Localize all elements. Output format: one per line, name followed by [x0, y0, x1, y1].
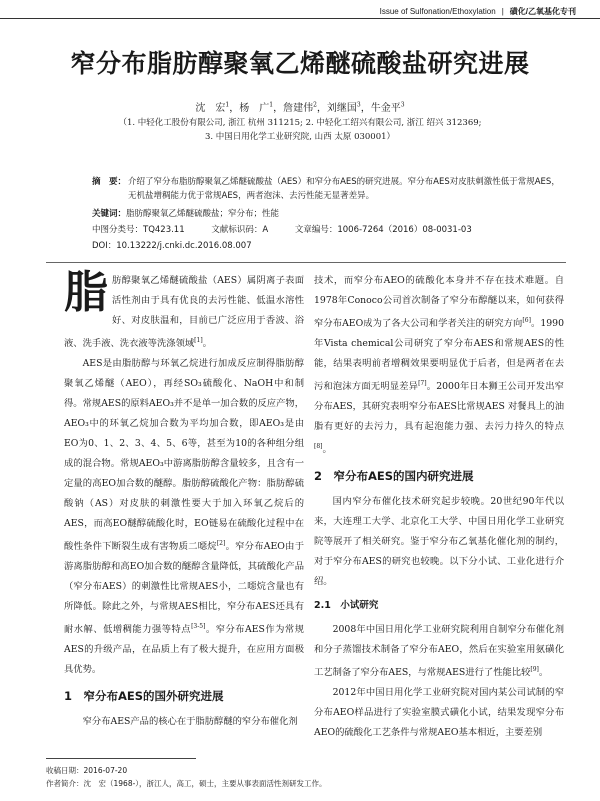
author-list — [0, 99, 600, 114]
classification-info — [92, 223, 562, 237]
paragraph: 2012年中国日用化学工业研究院对国内某公司试制的窄分布AEO样品进行了实验室膜式磺化小试，结果发现窄分布AEO的硫酸化工艺条件与常规AEO基本相近，主要差别 — [314, 687, 564, 739]
header-rule — [0, 18, 600, 19]
keywords-label: 关键词： — [92, 209, 127, 219]
keywords — [92, 207, 562, 221]
author: 詹建伟 — [283, 103, 314, 114]
paragraph-text: 。1990年Vista chemical公司研究了窄分布AES和常规AES的性能，结果表明前者增稠效果要明显优于后者，但是两者在去污和泡沫方面无明显差异 — [314, 318, 564, 393]
citation-ref: [2] — [216, 540, 226, 548]
paragraph-text: 。窄分布AES作为常规AES的升级产品，在品质上有了极大提升，在应用方面极具优势。 — [64, 624, 304, 676]
author-separator: ， — [273, 103, 284, 114]
paragraph — [314, 271, 564, 460]
citation-ref: [8] — [314, 443, 323, 451]
journal-name: 磺化/乙氧基化专刊 — [509, 7, 576, 16]
paragraph: 窄分布AES产品的核心在于脂肪醇醚的窄分布催化剂 — [82, 716, 298, 728]
doi: DOI：10.13222/j.cnki.dc.2016.08.007 — [92, 241, 252, 251]
paragraph-text: 。 — [202, 338, 212, 350]
paragraph-text: 技术，而窄分布AEO的硫酸化本身并不存在技术难题。自1978年Conoco公司首次制备了窄分布醇醚以来，如何获得窄分布AEO成为了各大公司和学者关注的研究方向 — [314, 275, 564, 330]
body-column-right — [314, 271, 564, 743]
section-heading: 2 窄分布AES的国内研究进展 — [314, 469, 474, 484]
running-header — [380, 6, 576, 17]
paragraph — [314, 620, 564, 683]
author: 沈 宏 — [195, 103, 226, 114]
author-bio: 作者简介：沈 宏（1968-），浙江人，高工，硕士，主要从事表面活性剂研发工作。 — [46, 779, 327, 788]
paragraph-text: 2008年中国日用化学工业研究院利用自制窄分布催化剂和分子蒸馏技术制备了窄分布AEO，然后在实验室用氨磺化工艺制备了窄分布AES，与常规AES进行了性能比较 — [314, 624, 564, 679]
citation-ref: [7] — [418, 380, 427, 388]
drop-cap: 脂 — [64, 267, 108, 318]
author: 牛金平 — [370, 103, 401, 114]
paragraph — [64, 267, 304, 354]
author-separator: ， — [360, 103, 371, 114]
author-separator: ， — [316, 103, 327, 114]
author-affil-mark: 1 — [225, 101, 230, 109]
keywords-text: 脂肪醇聚氧乙烯醚硫酸盐；窄分布；性能 — [126, 209, 280, 219]
author-affil-mark: 2 — [313, 101, 317, 109]
paragraph — [64, 354, 304, 680]
abstract-label: 摘 要： — [92, 177, 127, 187]
subsection-heading: 2.1 小试研究 — [314, 600, 379, 612]
document-code: 文献标识码：A — [211, 225, 269, 235]
affiliation-line-1: （1. 中轻化工股份有限公司, 浙江 杭州 311215; 2. 中轻化工绍兴有限公司, 浙江 绍兴 312369; — [118, 118, 482, 128]
paragraph-text: 肪醇聚氧乙烯醚硫酸盐（AES）属阴离子表面活性剂由于具有优良的去污性能、低温水溶性好、对皮肤温和，目前已广泛应用于香波、浴液、洗手液、洗衣液等洗涤领域 — [64, 275, 304, 350]
paragraph-text: 。窄分布AEO由于游离脂肪醇和高EO加合数的醚醇含量降低，其硫酸化产品（窄分布AES）的刺激性比常规AES小，二噁烷含量也有所降低。除此之外，与常规AES相比，窄分布AES还具有耐水解、低增稠能力强等特点 — [64, 541, 304, 636]
paragraph: 国内窄分布催化技术研究起步较晚。20世纪90年代以来，大连理工大学、北京化工大学、中国日用化学工业研究院等展开了相关研究。鉴于窄分布乙氧基化催化剂的制约，对于窄分布AES的研究也较晚。以下分小试、工业化进行介绍。 — [314, 496, 564, 588]
footnote-rule — [46, 758, 196, 759]
section-divider — [46, 262, 566, 263]
received-date: 收稿日期：2016-07-20 — [46, 766, 128, 775]
citation-ref: [9] — [530, 666, 539, 674]
author-affil-mark: 1 — [269, 101, 274, 109]
footnotes — [46, 764, 327, 790]
article-title: 窄分布脂肪醇聚氧乙烯醚硫酸盐研究进展 — [70, 49, 530, 78]
section-heading: 1 窄分布AES的国外研究进展 — [64, 689, 224, 704]
author-affil-mark: 3 — [400, 101, 405, 109]
affiliation-line-2: 3. 中国日用化学工业研究院, 山西 太原 030001） — [204, 132, 396, 142]
paragraph-text: AES是由脂肪醇与环氧乙烷进行加成反应制得脂肪醇聚氧乙烯醚（AEO），再经SO₃硫酸化、NaOH中和制得。常规AES的原料AEO₃并不是单一加合数的反应产物，AEO₃中的环氧乙烷加合数为平均加合数，即AEO₃是由EO为0、1、2、3、4、5、6等，甚至为10的各种组分组成的混合物。常规AEO₃中游离脂肪醇含量较多，且含有一定量的高EO加合数的醚醇。脂肪醇硫酸化产物：脂肪醇硫酸钠（AS）对皮肤的刺激性要大于加入环氧乙烷后的AES，而高EO醚醇硫酸化时，EO链易在硫酸化过程中在酸性条件下断裂生成有害物质二噁烷 — [64, 358, 304, 553]
citation-ref: [1] — [194, 337, 203, 344]
paragraph-text: 。2000年日本狮王公司开发出窄分布AES，其研究表明窄分布AES比常规AES 对餐具上的油脂有更好的去污力，具有起泡能力强、去污力持久的特点 — [314, 381, 564, 433]
body-column-left — [64, 267, 304, 732]
abstract-text: 介绍了窄分布脂肪醇聚氧乙烯醚硫酸盐（AES）和窄分布AES的研究进展。窄分布AES对皮肤刺激性低于常规AES，无机盐增稠能力优于常规AES，两者泡沫、去污性能无显著差异。 — [128, 177, 560, 201]
author-separator: ， — [229, 103, 240, 114]
paragraph-text: 。 — [538, 667, 549, 679]
header-separator: | — [501, 7, 504, 16]
citation-ref: [6] — [522, 317, 531, 324]
author-affil-mark: 3 — [356, 101, 361, 109]
author: 杨 广 — [239, 103, 270, 114]
article-number: 文章编号：1006-7264（2016）08-0031-03 — [294, 225, 472, 235]
author: 刘继国 — [326, 103, 357, 114]
clc-number: 中图分类号：TQ423.11 — [92, 225, 185, 235]
citation-ref: [3-5] — [191, 623, 206, 631]
issue-label: Issue of Sulfonation/Ethoxylation — [379, 7, 496, 16]
paragraph-text: 。 — [322, 444, 332, 456]
